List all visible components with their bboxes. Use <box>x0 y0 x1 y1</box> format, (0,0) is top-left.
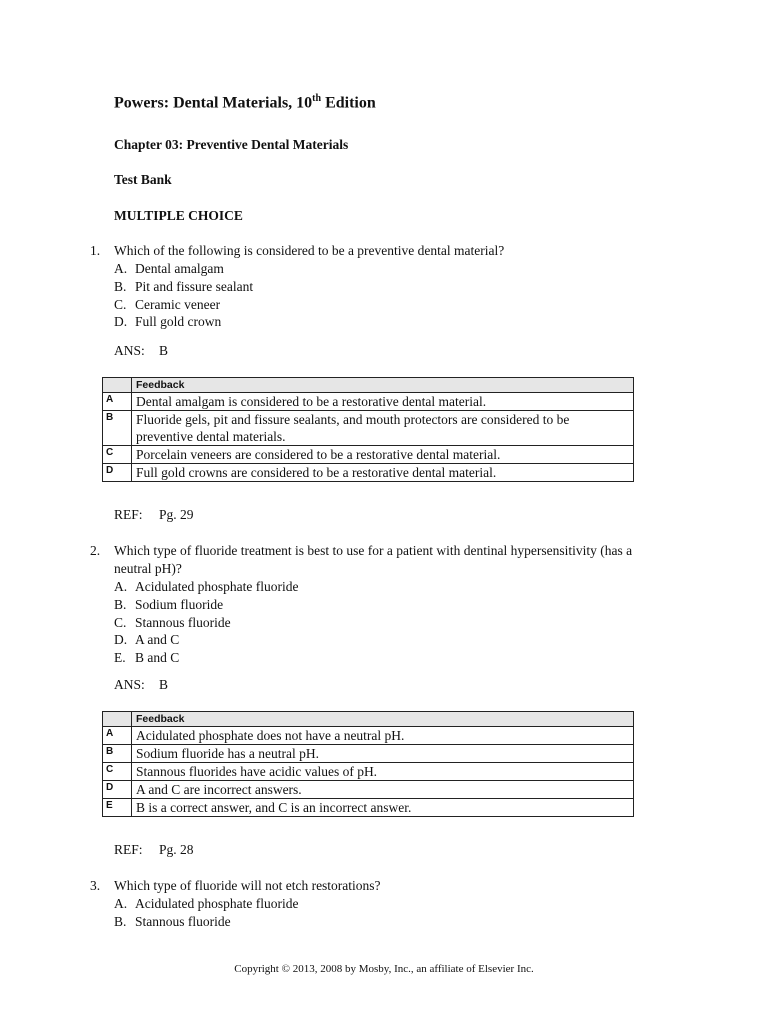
feedback-row: C Porcelain veneers are considered to be a restorative dental material. <box>103 446 634 464</box>
option-b: B. Pit and fissure sealant <box>114 278 254 294</box>
option-b: B. Sodium fluoride <box>114 596 224 612</box>
feedback-table <box>102 711 634 817</box>
section-heading: MULTIPLE CHOICE <box>114 208 243 223</box>
chapter-heading: Chapter 03: Preventive Dental Materials <box>114 137 349 152</box>
answer-value: B <box>159 677 169 692</box>
answer-value: B <box>159 343 169 358</box>
reference-value: Pg. 29 <box>159 507 194 522</box>
options-list <box>114 895 650 931</box>
copyright-footer: Copyright © 2013, 2008 by Mosby, Inc., an affiliate of Elsevier Inc. <box>234 963 534 975</box>
reference-value: Pg. 28 <box>159 842 194 857</box>
option-c: C. Ceramic veneer <box>114 296 221 312</box>
option-d: D. A and C <box>114 632 180 648</box>
reference-line: REF: Pg. 29 <box>114 507 194 522</box>
option-e: E. B and C <box>114 650 180 666</box>
option-c: C. Stannous fluoride <box>114 614 231 630</box>
question-number: 1. <box>90 243 101 258</box>
test-bank-heading: Test Bank <box>114 172 172 187</box>
feedback-table <box>102 377 634 482</box>
question-1 <box>90 242 650 331</box>
question-3 <box>90 877 650 931</box>
reference-line: REF: Pg. 28 <box>114 842 194 857</box>
options-list <box>114 260 650 331</box>
feedback-row: A Acidulated phosphate does not have a neutral pH. <box>103 727 634 745</box>
question-2 <box>90 542 650 667</box>
option-a: A. Dental amalgam <box>114 261 224 276</box>
question-text: Which type of fluoride will not etch restorations? <box>114 878 381 893</box>
question-number: 3. <box>90 878 101 893</box>
answer-line: ANS: B <box>114 677 169 692</box>
options-list <box>114 578 650 667</box>
option-a: A. Acidulated phosphate fluoride <box>114 579 299 594</box>
feedback-row: B Fluoride gels, pit and fissure sealants, and mouth protectors are considered to be preventive dental materials. <box>103 411 634 446</box>
option-d: D. Full gold crown <box>114 314 222 330</box>
feedback-row: C Stannous fluorides have acidic values of pH. <box>103 763 634 781</box>
feedback-header: Feedback <box>132 378 634 393</box>
option-b: B. Stannous fluoride <box>114 913 231 929</box>
feedback-header: Feedback <box>132 712 634 727</box>
question-number: 2. <box>90 543 101 558</box>
feedback-row: B Sodium fluoride has a neutral pH. <box>103 745 634 763</box>
feedback-row: A Dental amalgam is considered to be a restorative dental material. <box>103 393 634 411</box>
feedback-row: D Full gold crowns are considered to be a restorative dental material. <box>103 464 634 482</box>
feedback-row: D A and C are incorrect answers. <box>103 781 634 799</box>
question-text: Which type of fluoride treatment is best to use for a patient with dentinal hypersensitivity (has a neutral pH)? <box>114 543 633 576</box>
title-superscript: th <box>312 93 322 104</box>
question-text: Which of the following is considered to be a preventive dental material? <box>114 243 505 258</box>
option-a: A. Acidulated phosphate fluoride <box>114 896 299 911</box>
document-title: Powers: Dental Materials, 10th Edition <box>114 93 376 112</box>
answer-line: ANS: B <box>114 343 169 358</box>
feedback-row: E B is a correct answer, and C is an incorrect answer. <box>103 799 634 817</box>
